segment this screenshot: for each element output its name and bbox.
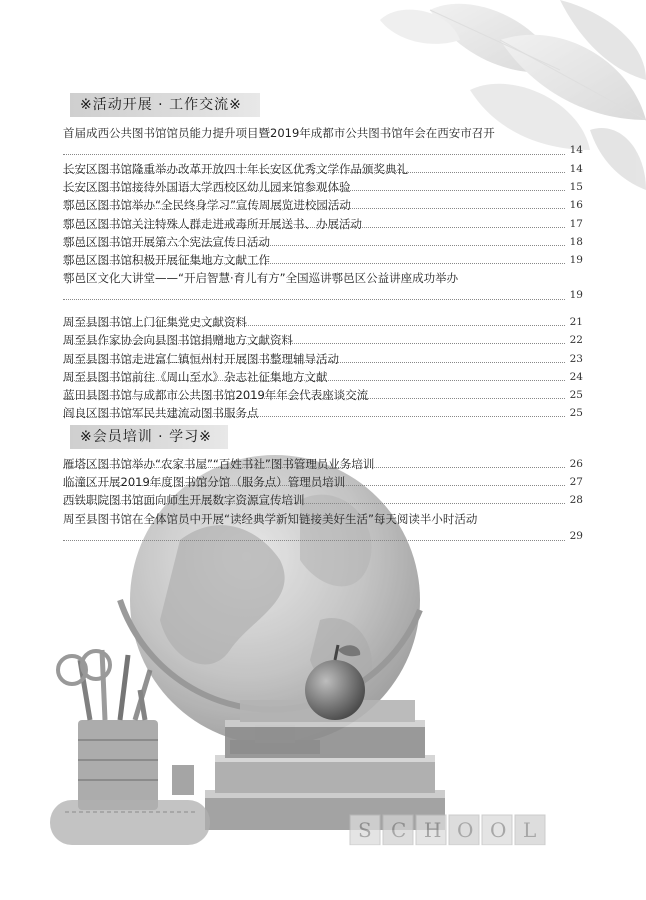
toc-entry-page-number: 28 — [569, 494, 583, 507]
toc-entry-page-number: 25 — [569, 388, 583, 401]
toc-entry-page-number: 18 — [569, 235, 583, 248]
toc-entry-title: 鄠邑区图书馆举办“全民终身学习”宣传周展览进校园活动 — [63, 198, 351, 213]
toc-entry-page-number: 29 — [569, 529, 583, 542]
toc-entry[interactable] — [63, 178, 583, 196]
toc-entry-page-number: 17 — [569, 217, 583, 230]
toc-entry[interactable] — [63, 386, 583, 404]
school-letter: O — [490, 818, 507, 842]
toc-leader-dots — [63, 299, 565, 300]
toc-entry-page-number: 27 — [569, 476, 583, 489]
toc-entry-page-number: 14 — [569, 144, 583, 156]
toc-entry-page-number: 19 — [569, 253, 583, 266]
toc-entry-page-number: 22 — [569, 334, 583, 347]
toc-entry-title: 阎良区图书馆军民共建流动图书服务点 — [63, 406, 259, 421]
toc-entry-page-number: 26 — [569, 458, 583, 470]
toc-entry-page-number: 23 — [569, 352, 583, 365]
toc-entry[interactable] — [63, 233, 583, 251]
toc-entry-page-number: 19 — [569, 289, 583, 302]
toc-entry-title: 鄠邑区图书馆开展第六个宪法宣传日活动 — [63, 234, 270, 249]
toc-entry-title: 周至县图书馆在全体馆员中开展“读经典学新知链接美好生活”每天阅读半小时活动 — [63, 511, 478, 526]
school-letter: L — [523, 818, 537, 842]
toc-entry[interactable] — [63, 215, 583, 233]
toc-entry[interactable] — [63, 455, 583, 473]
toc-entry-title: 临潼区开展2019年度图书馆分馆（服务点）管理员培训 — [63, 475, 346, 490]
school-letter: H — [424, 818, 442, 842]
toc-entry-title: 雁塔区图书馆举办“农家书屋”“百姓书社”图书管理员业务培训 — [63, 457, 375, 471]
toc-entry-page-number: 25 — [569, 407, 583, 420]
toc-entry[interactable] — [63, 473, 583, 491]
toc-entry-title: 首届成西公共图书馆馆员能力提升项目暨2019年成都市公共图书馆年会在西安市召开 — [63, 126, 495, 140]
school-letter: C — [391, 818, 407, 842]
toc-leader-dots — [63, 540, 565, 541]
toc-entry[interactable] — [63, 251, 583, 269]
toc-entry-title: 周至县图书馆上门征集党史文献资料 — [63, 315, 247, 330]
toc-entry[interactable] — [63, 491, 583, 509]
toc-list-activities — [63, 124, 583, 422]
toc-entry-title: 长安区图书馆隆重举办改革开放四十年长安区优秀文学作品颁奖典礼 — [63, 162, 408, 176]
section-header-training: ※会员培训 · 学习※ — [70, 425, 228, 449]
toc-entry-title: 西铁职院图书馆面向师生开展数字资源宣传培训 — [63, 493, 305, 508]
toc-spacer — [63, 305, 583, 313]
toc-entry-title: 周至县图书馆前往《周山至水》杂志社征集地方文献 — [63, 369, 328, 384]
toc-entry[interactable] — [63, 196, 583, 214]
toc-leader-dots — [63, 154, 565, 155]
toc-entry-title: 长安区图书馆接待外国语大学西校区幼儿园来馆参观体验 — [63, 180, 351, 195]
toc-entry[interactable] — [63, 331, 583, 349]
toc-entry-title: 鄠邑区图书馆关注特殊人群走进戒毒所开展送书、办展活动 — [63, 216, 362, 231]
toc-entry-page-number: 15 — [569, 181, 583, 194]
toc-entry-page-number: 14 — [569, 163, 583, 175]
toc-entry[interactable] — [63, 510, 583, 546]
section-header-activities: ※活动开展 · 工作交流※ — [70, 93, 260, 117]
toc-list-training — [63, 455, 583, 546]
toc-entry-page-number: 16 — [569, 199, 583, 212]
toc-entry[interactable] — [63, 313, 583, 331]
toc-entry[interactable] — [63, 124, 583, 160]
toc-entry-page-number: 21 — [569, 316, 583, 329]
toc-entry-title: 周至县图书馆走进富仁镇恒州村开展图书整理辅导活动 — [63, 351, 339, 366]
toc-entry-title: 鄠邑区文化大讲堂——“开启智慧·育儿有方”全国巡讲鄠邑区公益讲座成功举办 — [63, 271, 459, 286]
school-letter: S — [358, 818, 372, 842]
toc-entry[interactable] — [63, 404, 583, 422]
school-letter: O — [457, 818, 474, 842]
toc-entry-title: 鄠邑区图书馆积极开展征集地方文献工作 — [63, 252, 270, 267]
toc-entry[interactable] — [63, 160, 583, 178]
toc-entry-title: 周至县作家协会向县图书馆捐赠地方文献资料 — [63, 333, 293, 348]
toc-entry[interactable] — [63, 350, 583, 368]
toc-entry[interactable] — [63, 269, 583, 305]
toc-entry[interactable] — [63, 368, 583, 386]
toc-entry-page-number: 24 — [569, 370, 583, 383]
toc-entry-title: 蓝田县图书馆与成都市公共图书馆2019年年会代表座谈交流 — [63, 387, 369, 402]
